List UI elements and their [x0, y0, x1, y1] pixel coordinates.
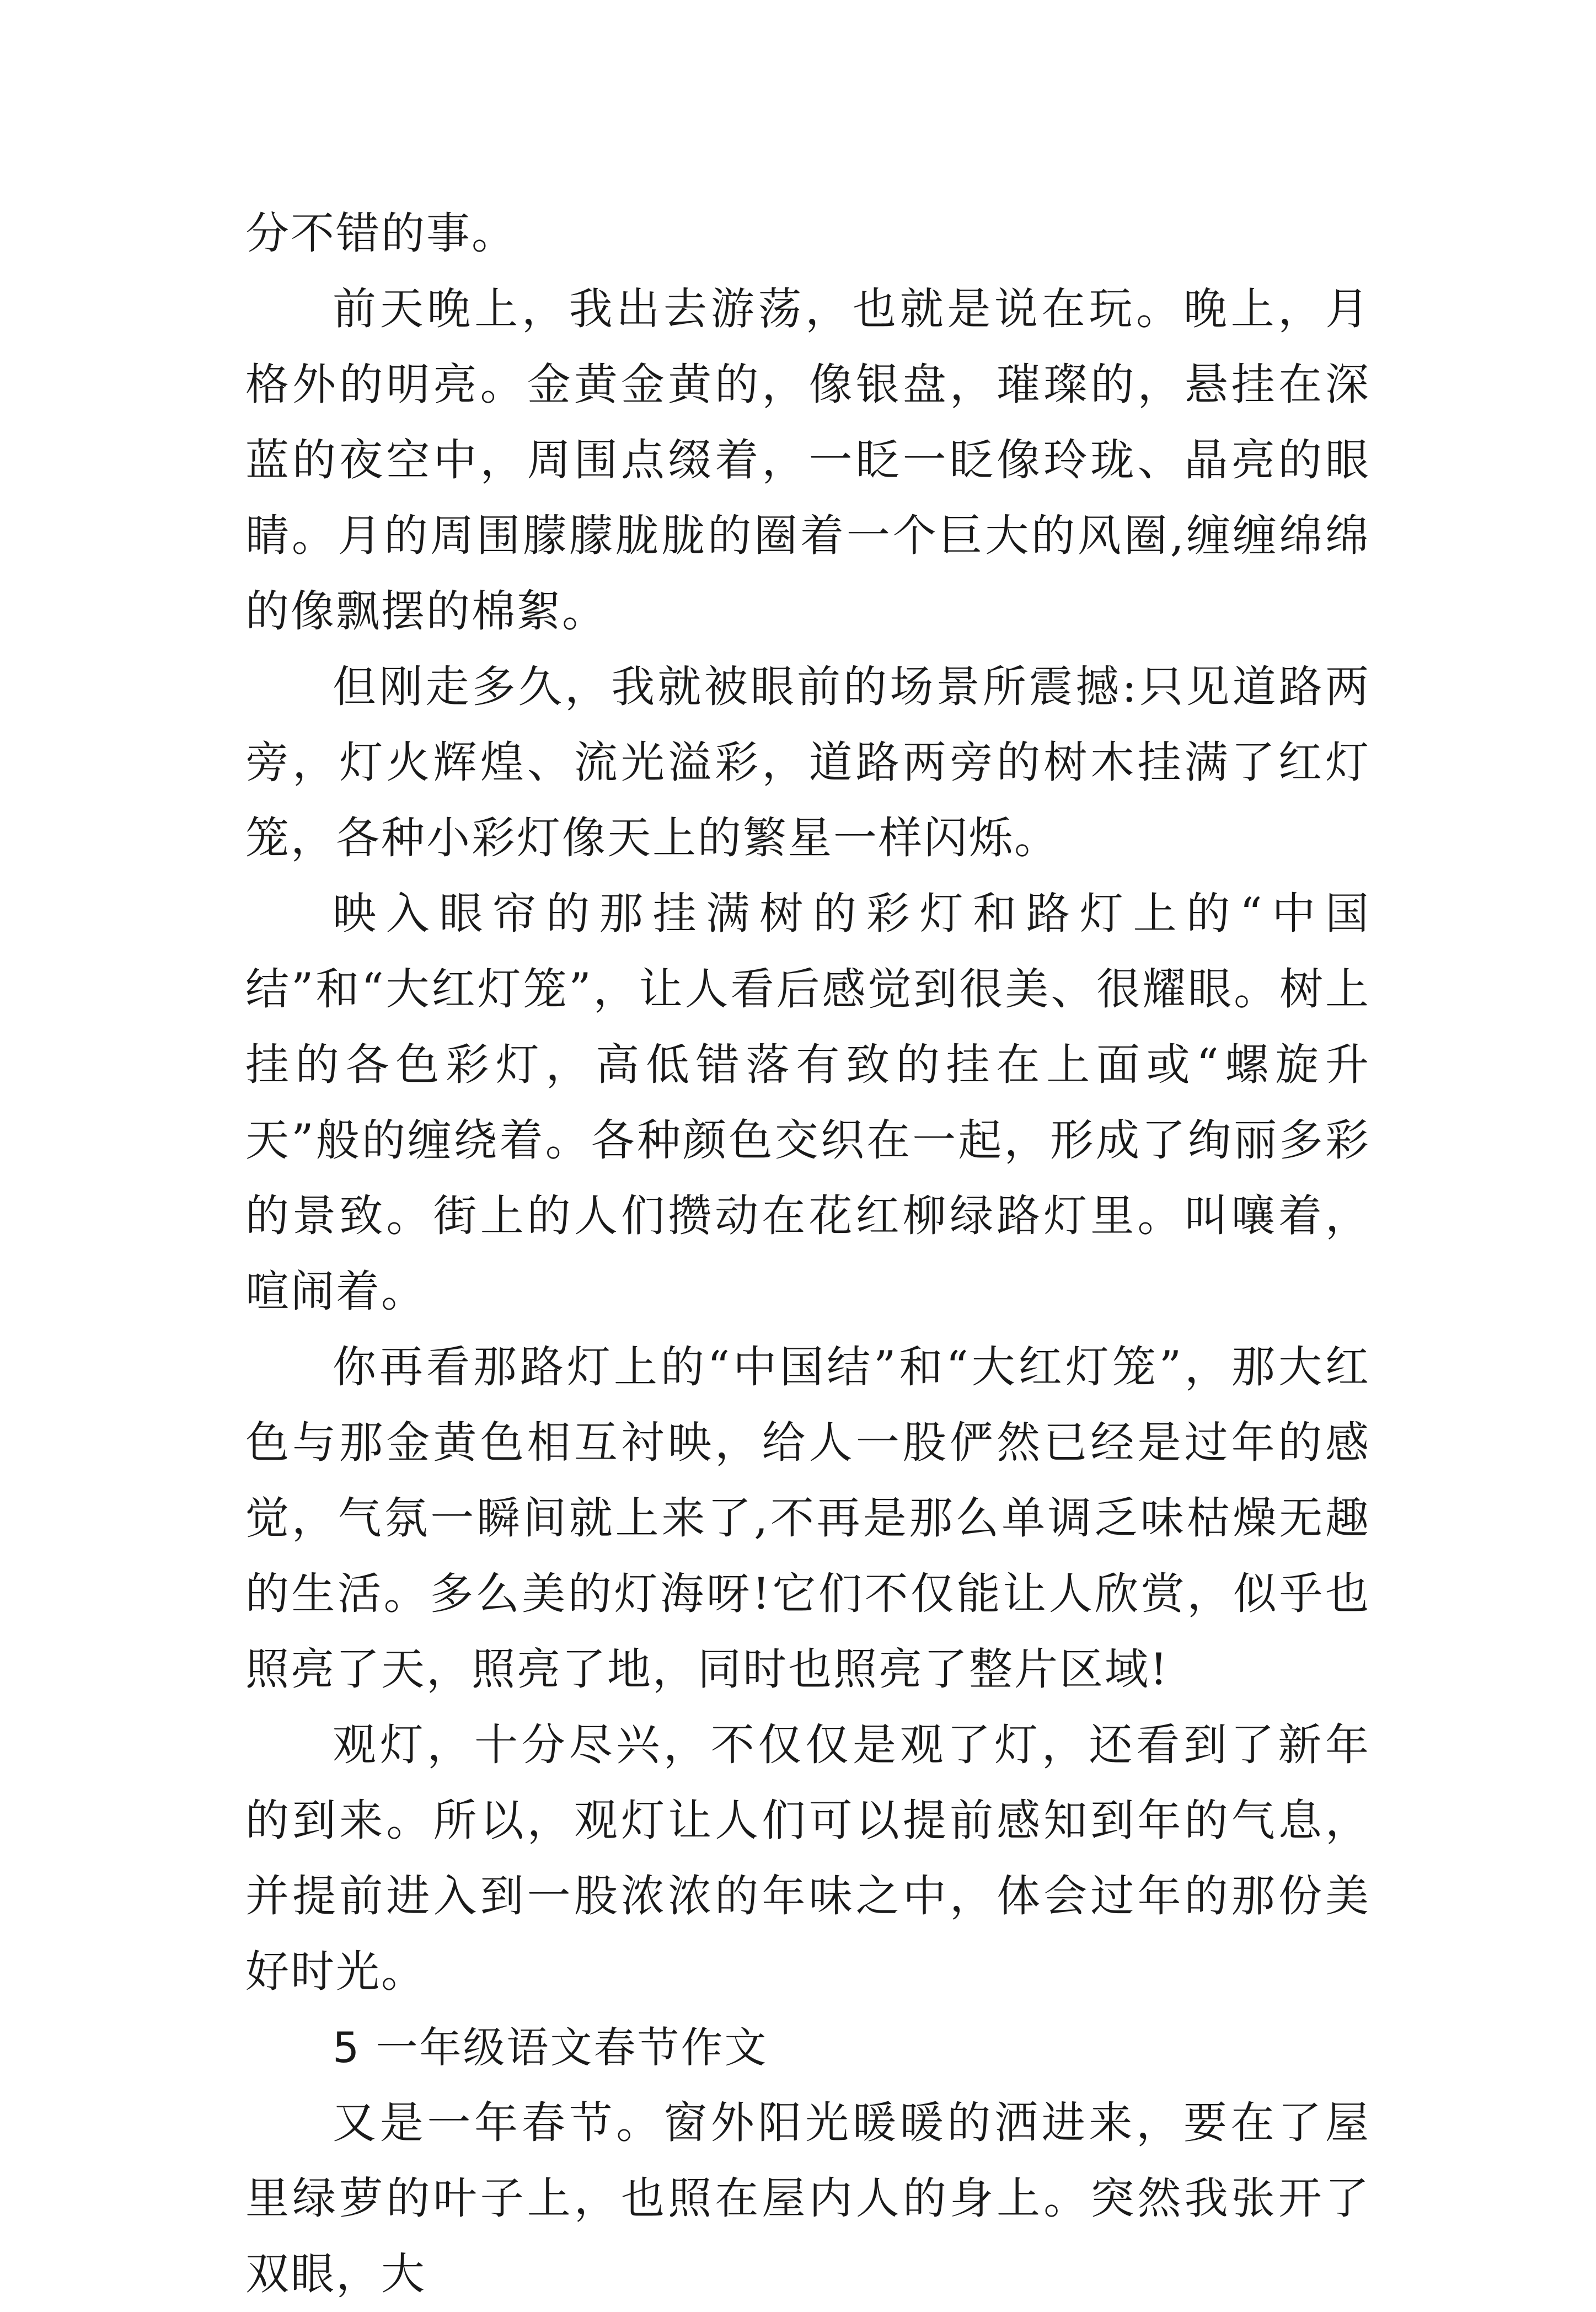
paragraph-conclusion: 观灯，十分尽兴，不仅仅是观了灯，还看到了新年的到来。所以，观灯让人们可以提前感知到年的气息，并提前进入到一股浓浓的年味之中，体会过年的那份美好时光。: [245, 1720, 1370, 1997]
document-body: [245, 196, 1370, 2312]
paragraph-continuation: 分不错的事。: [245, 208, 517, 259]
section-heading: 5 一年级语文春节作文: [333, 2023, 768, 2072]
paragraph-street-scene: 但刚走多久，我就被眼前的场景所震撼:只见道路两旁，灯火辉煌、流光溢彩，道路两旁的树木挂满了红灯笼，各种小彩灯像天上的繁星一样闪烁。: [245, 661, 1370, 863]
paragraph-moonlight: 前天晚上，我出去游荡，也就是说在玩。晚上，月格外的明亮。金黄金黄的，像银盘，璀璨的，悬挂在深蓝的夜空中，周围点缀着，一眨一眨像玲珑、晶亮的眼睛。月的周围朦朦胧胧的圈着一个巨大的风圈,缠缠绵绵的像飘摆的棉絮。: [245, 284, 1370, 637]
paragraph-spring-festival: 又是一年春节。窗外阳光暖暖的洒进来，要在了屋里绿萝的叶子上，也照在屋内人的身上。突然我张开了双眼，大: [245, 2097, 1370, 2299]
paragraph-red-and-gold: 你再看那路灯上的“中国结”和“大红灯笼”，那大红色与那金黄色相互衬映，给人一股俨然已经是过年的感觉，气氛一瞬间就上来了,不再是那么单调乏味枯燥无趣的生活。多么美的灯海呀!它们不仅能让人欣赏，似乎也照亮了天，照亮了地，同时也照亮了整片区域!: [245, 1342, 1370, 1695]
paragraph-lanterns: 映入眼帘的那挂满树的彩灯和路灯上的“中国结”和“大红灯笼”，让人看后感觉到很美、很耀眼。树上挂的各色彩灯，高低错落有致的挂在上面或“螺旋升天”般的缠绕着。各种颜色交织在一起，形成了绚丽多彩的景致。街上的人们攒动在花红柳绿路灯里。叫嚷着，喧闹着。: [245, 888, 1370, 1317]
